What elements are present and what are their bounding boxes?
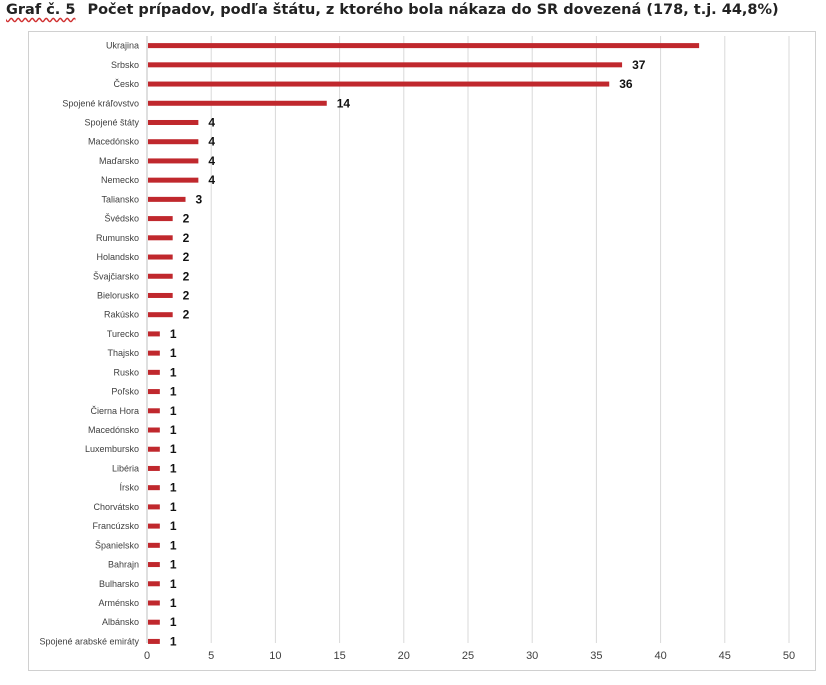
- category-label: Holandsko: [96, 252, 139, 263]
- category-label: Spojené arabské emiráty: [39, 636, 139, 647]
- category-label: Švédsko: [104, 213, 139, 224]
- bar: [148, 408, 160, 413]
- bar: [148, 139, 198, 144]
- bar: [148, 485, 160, 490]
- category-label: Spojené kráľovstvo: [62, 98, 139, 109]
- data-label: 2: [182, 269, 190, 284]
- data-label: 2: [182, 230, 190, 245]
- category-label: Chorvátsko: [93, 501, 139, 512]
- data-label: 4: [208, 173, 216, 188]
- data-label: 37: [632, 57, 646, 72]
- bar: [148, 428, 160, 433]
- bar: [148, 197, 186, 202]
- data-label: 1: [169, 615, 177, 630]
- bar: [148, 562, 160, 567]
- data-label: 1: [169, 499, 177, 514]
- data-label: 36: [619, 77, 633, 92]
- x-tick-label: 25: [461, 650, 475, 662]
- bar: [148, 370, 160, 375]
- data-label: 4: [208, 153, 216, 168]
- bar: [148, 331, 160, 336]
- category-label: Macedónsko: [87, 136, 139, 147]
- data-label: 1: [169, 365, 177, 380]
- bar: [148, 504, 160, 509]
- bar: [148, 216, 173, 221]
- category-label: Rusko: [113, 367, 139, 378]
- bar: [148, 620, 160, 625]
- data-label: 2: [182, 307, 190, 322]
- bar: [148, 312, 173, 317]
- category-label: Nemecko: [100, 175, 139, 186]
- data-label: 1: [169, 480, 177, 495]
- data-label: 4: [208, 115, 216, 130]
- bar: [148, 235, 173, 240]
- category-label: Česko: [113, 79, 139, 90]
- bar: [148, 389, 160, 394]
- data-label: 1: [169, 403, 177, 418]
- category-label: Maďarsko: [98, 155, 139, 166]
- bar: [148, 543, 160, 548]
- data-label: 1: [169, 442, 177, 457]
- data-label: 1: [169, 538, 177, 553]
- category-label: Poľsko: [111, 386, 139, 397]
- bar: [148, 82, 609, 87]
- data-label: 1: [169, 634, 177, 649]
- category-label: Turecko: [106, 328, 139, 339]
- category-label: Spojené štáty: [84, 117, 139, 128]
- chart-title: Počet prípadov, podľa štátu, z ktorého bola nákaza do SR dovezená (178, t.j. 44,8%): [87, 2, 779, 18]
- category-label: Macedónsko: [87, 425, 139, 436]
- x-tick-label: 35: [590, 650, 603, 662]
- x-tick-label: 40: [654, 650, 667, 662]
- x-tick-label: 15: [333, 650, 346, 662]
- category-label: Taliansko: [101, 194, 139, 205]
- bar: [148, 158, 198, 163]
- bar: [148, 120, 198, 125]
- x-tick-label: 20: [397, 650, 410, 662]
- bar: [148, 447, 160, 452]
- category-label: Thajsko: [107, 348, 139, 359]
- data-label: 1: [169, 519, 177, 534]
- data-label: 4: [208, 134, 216, 149]
- bar: [148, 524, 160, 529]
- data-label: 1: [169, 384, 177, 399]
- category-label: Bahrajn: [107, 559, 139, 570]
- category-label: Libéria: [111, 463, 139, 474]
- category-label: Arménsko: [98, 597, 139, 608]
- bar: [148, 466, 160, 471]
- x-tick-label: 5: [208, 650, 215, 662]
- category-label: Francúzsko: [92, 521, 139, 532]
- data-label: 2: [182, 250, 190, 265]
- bar: [148, 62, 622, 67]
- bar: [148, 600, 160, 605]
- bar: [148, 43, 699, 48]
- bar: [148, 581, 160, 586]
- category-label: Španielsko: [94, 540, 139, 551]
- category-label: Írsko: [119, 482, 139, 493]
- bar: [148, 351, 160, 356]
- x-tick-label: 45: [718, 650, 731, 662]
- data-label: 14: [336, 96, 351, 111]
- bar: [148, 178, 198, 183]
- bar: [148, 255, 173, 260]
- data-label: 2: [182, 211, 190, 226]
- category-label: Rumunsko: [95, 232, 139, 243]
- data-label: 1: [169, 461, 177, 476]
- chart-number: Graf č. 5: [6, 2, 76, 18]
- category-label: Bulharsko: [98, 578, 139, 589]
- category-label: Srbsko: [110, 59, 139, 70]
- data-label: 2: [182, 288, 190, 303]
- category-label: Bielorusko: [96, 290, 139, 301]
- x-tick-label: 10: [269, 650, 282, 662]
- bar: [148, 101, 327, 106]
- data-label: 1: [169, 423, 177, 438]
- category-label: Albánsko: [101, 617, 139, 628]
- category-label: Ukrajina: [105, 40, 139, 51]
- data-label: 1: [169, 557, 177, 572]
- data-label: 1: [169, 346, 177, 361]
- category-label: Čierna Hora: [90, 405, 139, 416]
- data-label: 1: [169, 595, 177, 610]
- data-label: 1: [169, 576, 177, 591]
- x-tick-label: 30: [526, 650, 539, 662]
- x-tick-label: 50: [782, 650, 796, 662]
- category-label: Rakúsko: [103, 309, 139, 320]
- data-label: 1: [169, 326, 177, 341]
- category-label: Luxembursko: [84, 444, 139, 455]
- category-label: Švajčiarsko: [92, 271, 139, 282]
- bar: [148, 293, 173, 298]
- x-tick-label: 0: [143, 650, 151, 662]
- bar: [148, 639, 160, 644]
- data-label: 3: [195, 192, 203, 207]
- bar: [148, 274, 173, 279]
